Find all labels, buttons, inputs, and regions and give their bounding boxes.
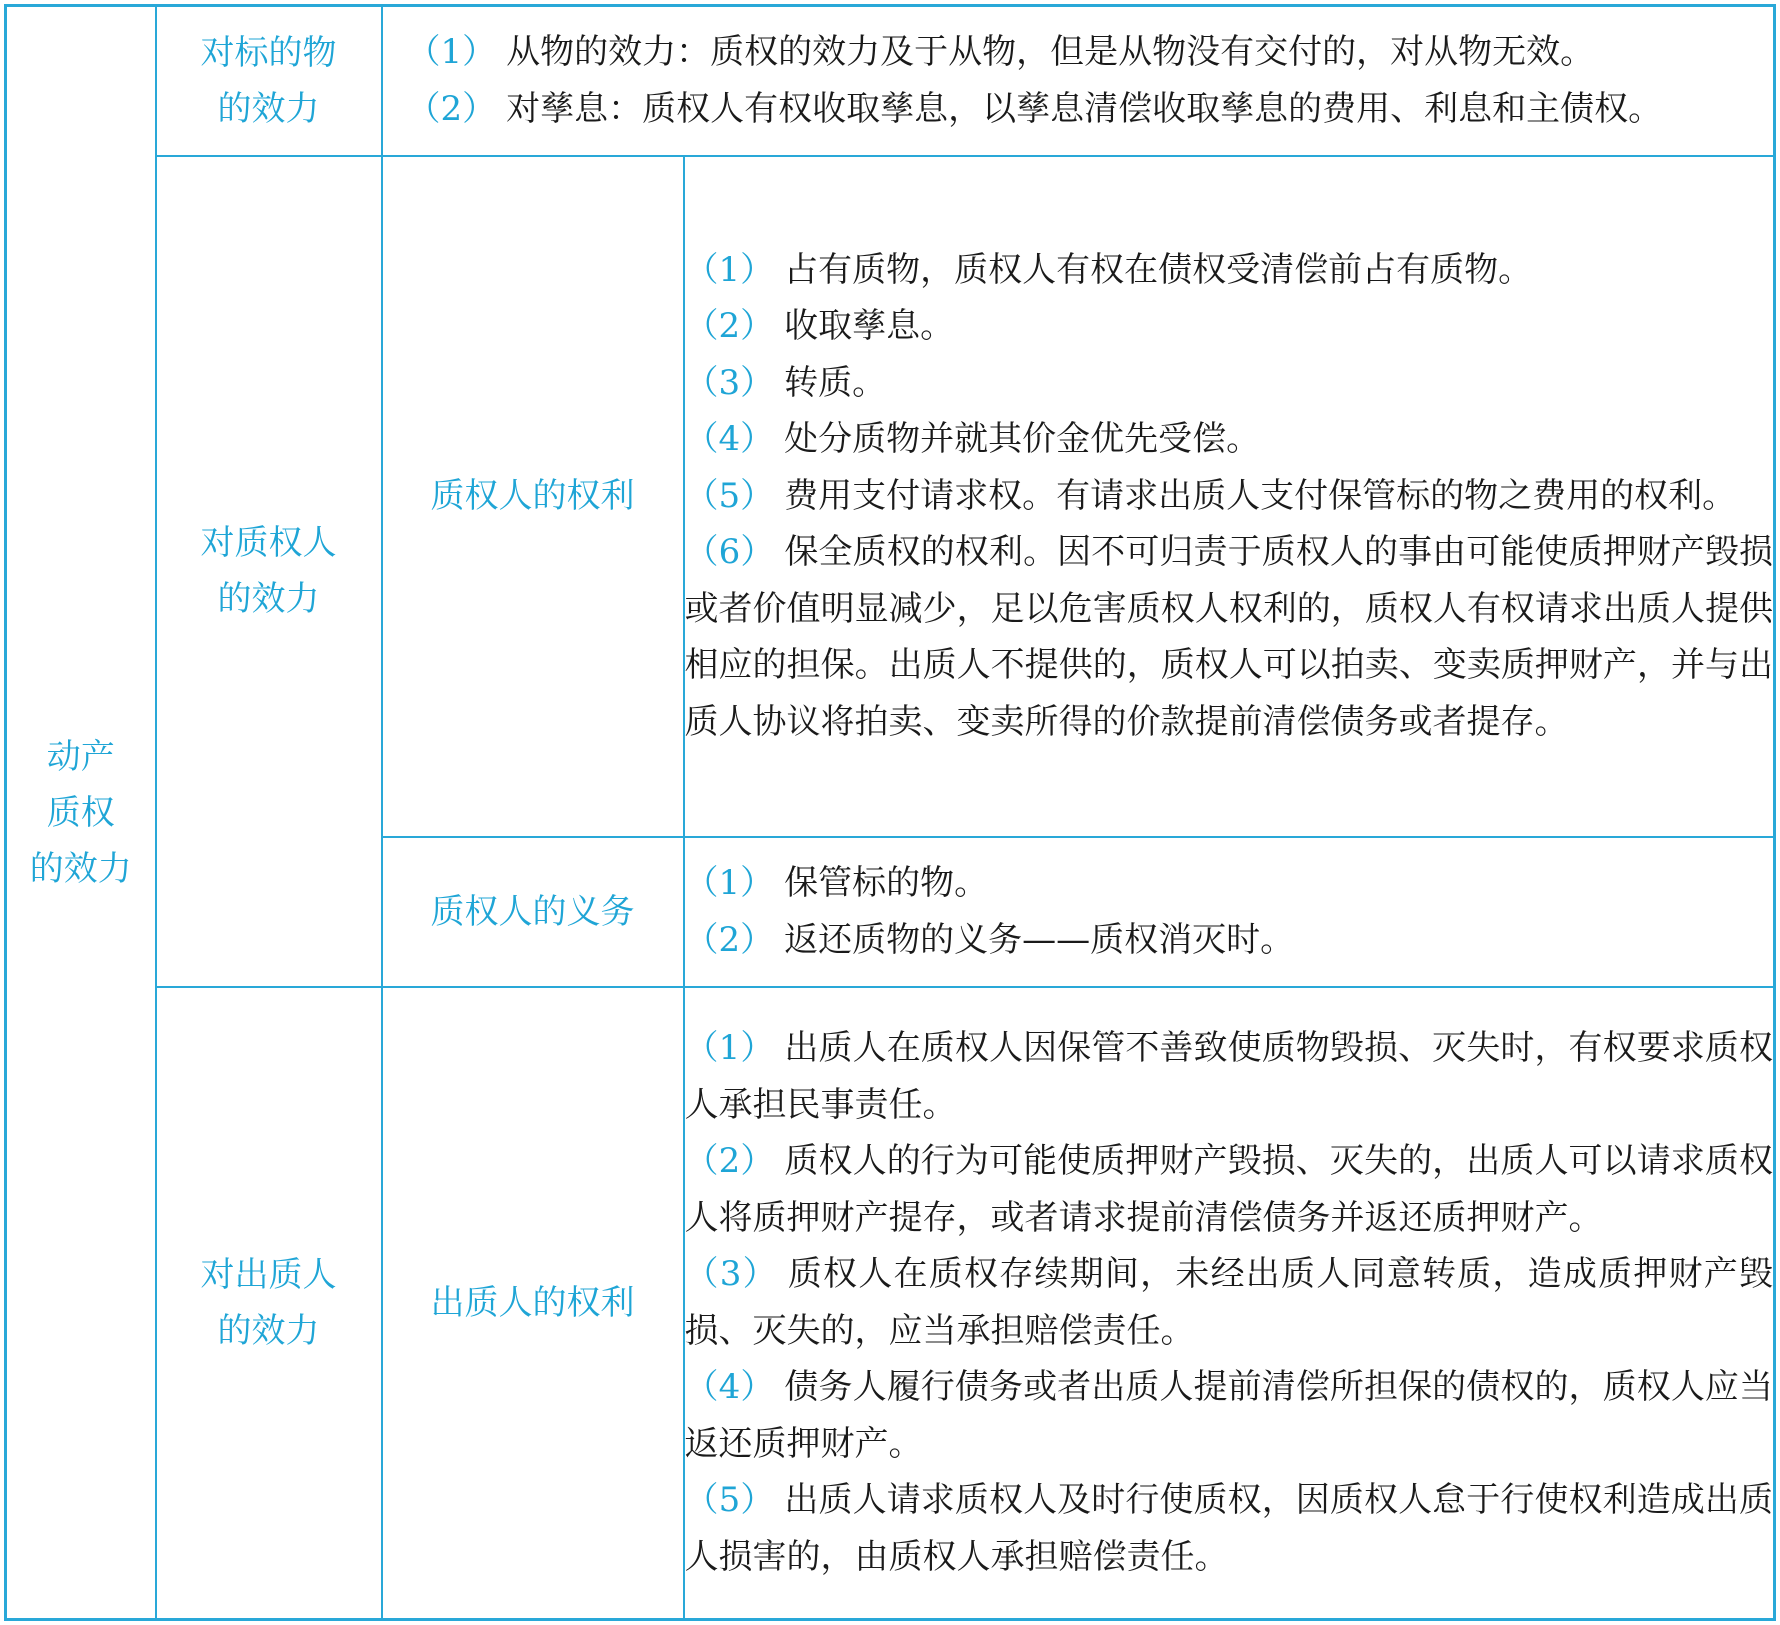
row-object-effect [6,6,1775,156]
row-pledgor-rights [6,987,1775,1620]
list-item: （2） 返还质物的义务——质权消灭时。 [684,919,1295,960]
list-item: （3） 质权人在质权存续期间，未经出质人同意转质，造成质押财产毁损、灭失的，应当承担赔偿责任。 [684,1254,1773,1351]
section-label-cell [156,156,382,987]
row-pledgee-rights [6,156,1775,837]
pledgee-rights-content [684,156,1775,837]
list-item: （4） 处分质物并就其价金优先受偿。 [684,419,1261,460]
list-item: （2） 收取孳息。 [684,306,955,347]
list-item: （1） 保管标的物。 [684,863,989,903]
list-item: （5） 费用支付请求权。有请求出质人支付保管标的物之费用的权利。 [684,475,1737,516]
section-label-cell [156,6,382,156]
subsection-label-pledgor-rights: 出质人的权利 [430,1282,635,1323]
list-item: （2） 对孳息：质权人有权收取孳息，以孳息清偿收取孳息的费用、利息和主债权。 [406,88,1663,129]
subsection-label-pledgee-rights: 质权人的权利 [430,476,635,516]
section-label-pledgee: 对质权人 的效力 [200,523,337,619]
list-item: （3） 转质。 [684,362,887,403]
pledge-effect-table [4,4,1776,1621]
object-effect-content [382,6,1775,156]
list-item: （6） 保全质权的权利。因不可归责于质权人的事由可能使质押财产毁损或者价值明显减少，足以危害质权人权利的，质权人有权请求出质人提供相应的担保。出质人不提供的，质权人可以拍卖、变卖质押财产，并与出质人协议将拍卖、变卖所得的价款提前清偿债务或者提存。 [684,532,1774,742]
main-category-label: 动产 质权 的效力 [29,736,132,889]
subsection-label-cell [382,987,684,1620]
subsection-label-cell [382,837,684,987]
list-item: （1） 出质人在质权人因保管不善致使质物毁损、灭失时，有权要求质权人承担民事责任。 [684,1028,1774,1125]
subsection-label-pledgee-duties: 质权人的义务 [430,891,635,932]
pledgee-duties-content [684,837,1775,987]
main-category-cell [6,6,156,1620]
list-item: （5） 出质人请求质权人及时行使质权，因质权人怠于行使权利造成出质人损害的，由质权人承担赔偿责任。 [684,1480,1774,1577]
list-item: （2） 质权人的行为可能使质押财产毁损、灭失的，出质人可以请求质权人将质押财产提存，或者请求提前清偿债务并返还质押财产。 [684,1141,1774,1238]
subsection-label-cell [382,156,684,837]
pledgor-rights-content [684,987,1775,1620]
list-item: （1） 从物的效力：质权的效力及于从物，但是从物没有交付的，对从物无效。 [406,32,1595,73]
section-label-pledgor: 对出质人 的效力 [200,1254,337,1351]
section-label-object: 对标的物 的效力 [200,32,337,129]
section-label-cell [156,987,382,1620]
list-item: （4） 债务人履行债务或者出质人提前清偿所担保的债权的，质权人应当返还质押财产。 [684,1367,1774,1464]
list-item: （1） 占有质物，质权人有权在债权受清偿前占有质物。 [684,249,1533,290]
